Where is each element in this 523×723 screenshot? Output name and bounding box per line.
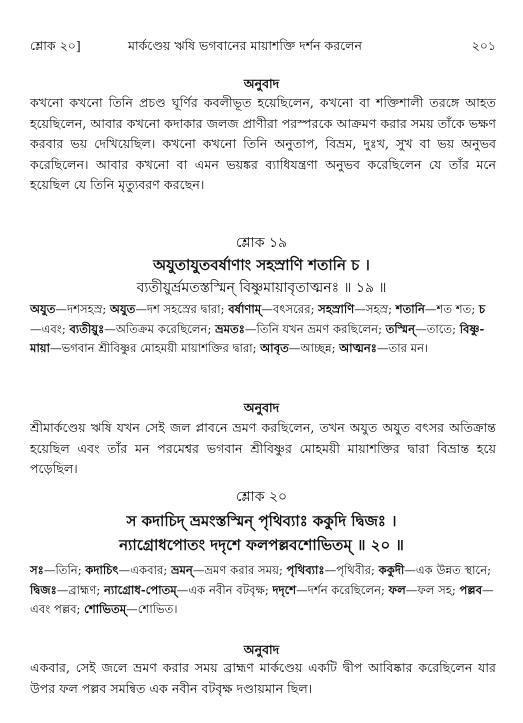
synonym-entry: ভ্রমতঃ—তিনি যখন ভ্রমণ করছিলেন [215,321,379,336]
synonym-term: বিষ্ণু-মায়া [30,321,485,355]
synonym-meaning: দশ সহস্রের দ্বারা [146,302,221,316]
synonym-term: চ [478,302,486,316]
synonym-meaning: একবার [130,563,164,577]
synonym-meaning: শত শত [436,302,472,316]
synonym-term: অযুত [30,302,56,316]
synonym-meaning: বৎসরের [272,302,311,316]
synonym-entry: তস্মিন্—তাতে [385,321,453,336]
verse-line: ন্যাগ্রোধপোতং দদৃশে ফলপল্লবশোভিতম্ ॥ ২০ ॥ [119,536,404,554]
synonym-entry: ব্যতীয়ুঃ—অতিক্রম করেছিলেন [69,321,208,336]
synonym-meaning: তার মন। [388,341,429,355]
synonym-meaning: এক নবীন বটবৃক্ষ [188,582,265,597]
synonym-entry: পৃথিব্যাঃ—পৃথিবীর [286,563,372,577]
synonym-entry: দ্বিজঃ—ব্রাহ্মণ [30,582,97,597]
synonym-term: আবৃত [260,341,289,355]
synonym-entry: ন্যাগ্রোধ-পোতম্—এক নবীন বটবৃক্ষ [104,582,265,597]
synonym-term: শোভিতম্ [84,602,127,616]
verse-title: শ্লোক ২০ [235,489,288,505]
synonym-term: দ্বিজঃ [30,582,57,597]
synonym-term: সঃ [30,563,44,577]
synonym-term: ন্যাগ্রোধ-পোতম্ [104,582,177,597]
synonym-term: বর্ষাণাম্ [228,302,262,316]
synonym-entry: সঃ—তিনি [30,563,78,577]
synonym-term: দদৃশে [272,582,297,597]
word-for-word-synonyms: সঃ—তিনি; কদাচিৎ—একবার; ভ্রমন্—ভ্রমণ করার সময়; পৃথিব্যাঃ—পৃথিবীর; ককুদী—এক উন্নত স্থানে; দ্বিজঃ—ব্রাহ্মণ; ন্যাগ্রোধ-পোতম্—এক নবীন বটবৃক্ষ; দদৃশে—দর্শন করেছিলেন; ফল—ফল সহ; পল্লব—এবং পল্লব; শোভিতম্—শোভিত। [30,563,494,616]
synonym-entry: ফল—ফল সহ [388,582,452,597]
verse-title: শ্লোক ১৯ [235,235,288,251]
verse-line: স কদাচিদ্ ভ্রমংস্তস্মিন্ পৃথিব্যাঃ ককুদি দ্বিজঃ । [126,512,397,530]
synonym-meaning: পৃথিবীর [336,563,372,577]
synonym-term: ভ্রমন্ [170,563,193,577]
synonym-entry: পল্লব—এবং পল্লব [30,582,494,616]
synonym-meaning: তিনি [55,563,78,577]
synonym-entry: অযুত—দশ সহস্রের দ্বারা [109,302,221,316]
synonym-meaning: দশসহস্র [67,302,103,316]
synonym-entry: চ—এবং [30,302,486,336]
synonym-term: পৃথিব্যাঃ [286,563,325,577]
synonym-term: ককুদী [378,563,405,577]
synonym-meaning: আচ্ছন্ন [300,341,332,355]
synonym-meaning: ভ্রমণ করার সময় [204,563,279,577]
synonym-term: অযুত [109,302,136,316]
synonym-meaning: দর্শন করেছিলেন [307,582,382,597]
synonym-entry: শতানি—শত শত [395,302,472,316]
synonym-meaning: ফল সহ [417,582,452,597]
synonym-term: ভ্রমতঃ [215,321,245,336]
synonym-meaning: ব্রাহ্মণ [68,582,97,597]
translation-heading: অনুবাদ [243,642,280,657]
synonym-entry: বর্ষাণাম্—বৎসরের [228,302,311,316]
synonym-meaning: ভগবান শ্রীবিষ্ণুর মোহময়ী মায়াশক্তির দ্বারা [61,341,253,355]
synonym-meaning: শোভিত। [137,602,178,616]
synonym-entry: অযুত—দশসহস্র [30,302,103,316]
synonym-entry: দদৃশে—দর্শন করেছিলেন [272,582,382,597]
synonym-entry: বিষ্ণু-মায়া—ভগবান শ্রীবিষ্ণুর মোহময়ী মায়াশক্তির দ্বারা [30,321,485,355]
synonym-entry: ককুদী—এক উন্নত স্থানে [378,563,488,577]
synonym-entry: সহস্রাণি—সহস্র [318,302,389,316]
synonym-meaning: এবং পল্লব [30,602,77,616]
synonym-meaning: অতিক্রম করেছিলেন [115,321,208,336]
synonym-meaning: এবং [41,321,62,336]
synonym-term: আত্মনঃ [339,341,377,355]
translation-paragraph: কখনো কখনো তিনি প্রচণ্ড ঘূর্ণির কবলীভূত হয়েছিলেন, কখনো বা শক্তিশালী তরঙ্গে আহত হয়েছিলেন, আবার কখনো কদাকার জলজ প্রাণীরা পরস্পরকে আক্রমণ করার সময় তাঁকে ভক্ষণ করবার ভয় দেখিয়েছিল। কখনো কখনো তিনি অনুতাপ, বিভ্রম, দুঃখ, সুখ বা ভয় অনুভব করেছিলেন। আবার কখনো বা এমন ভয়ঙ্কর ব্যাধিযন্ত্রণা অনুভব করেছিলেন যে তাঁর মনে হয়েছিল যে তিনি মৃত্যুবরণ করছেন। [30,95,496,192]
synonym-term: তস্মিন্ [385,321,416,336]
verse-reference: শ্লোক ২০] [30,38,81,53]
synonym-meaning: এক উন্নত স্থানে [415,563,488,577]
word-for-word-synonyms: অযুত—দশসহস্র; অযুত—দশ সহস্রের দ্বারা; বর্ষাণাম্—বৎসরের; সহস্রাণি—সহস্র; শতানি—শত শত; চ—এবং; ব্যতীয়ুঃ—অতিক্রম করেছিলেন; ভ্রমতঃ—তিনি যখন ভ্রমণ করছিলেন; তস্মিন্—তাতে; বিষ্ণু-মায়া—ভগবান শ্রীবিষ্ণুর মোহময়ী মায়াশক্তির দ্বারা; আবৃত—আচ্ছন্ন; আত্মনঃ—তার মন। [30,302,486,355]
synonym-meaning: সহস্র [365,302,389,316]
synonym-term: কদাচিৎ [85,563,119,577]
translation-paragraph: একবার, সেই জলে ভ্রমণ করার সময় ব্রাহ্মণ মার্কণ্ডেয় একটি দ্বীপ আবিষ্কার করেছিলেন যার উপর ফল পল্লব সমন্বিত এক নবীন বটবৃক্ষ দণ্ডায়মান ছিল। [30,660,496,696]
page-header [30,36,496,56]
page-number: ২০১ [471,38,496,53]
verse-line: ব্যতীয়ুর্ভ্রমতস্তস্মিন্ বিষ্ণুমায়াবৃতাত্মনঃ ॥ ১৯ ॥ [136,280,387,296]
verse-line: অযুতাযুতবর্ষাণাং সহস্রাণি শতানি চ । [153,256,370,274]
synonym-entry: শোভিতম্—শোভিত। [84,602,178,616]
translation-paragraph: শ্রীমার্কণ্ডেয় ঋষি যখন সেই জল প্লাবনে ভ্রমণ করছিলেন, তখন অযুত অযুত বৎসর অতিক্রান্ত হয়েছিল এবং তাঁর মন পরমেশ্বর ভগবান শ্রীবিষ্ণুর মোহময়ী মায়াশক্তির দ্বারা বিভ্রান্ত হয়ে পড়েছিল। [30,420,496,476]
synonym-entry: আত্মনঃ—তার মন। [339,341,429,355]
synonym-meaning: তিনি যখন ভ্রমণ করছিলেন [256,321,379,336]
synonym-term: শতানি [395,302,425,316]
synonym-term: ব্যতীয়ুঃ [69,321,105,336]
chapter-running-title: মার্কণ্ডেয় ঋষি ভগবানের মায়াশক্তি দর্শন করলেন [128,38,362,53]
synonym-term: পল্লব [459,582,483,597]
synonym-term: ফল [388,582,406,597]
synonym-meaning: তাতে [426,321,453,336]
translation-heading: অনুবাদ [243,400,280,415]
synonym-entry: আবৃত—আচ্ছন্ন [260,341,332,355]
synonym-term: সহস্রাণি [318,302,355,316]
synonym-entry: ভ্রমন্—ভ্রমণ করার সময় [170,563,279,577]
synonym-entry: কদাচিৎ—একবার [85,563,164,577]
translation-heading: অনুবাদ [243,76,280,91]
